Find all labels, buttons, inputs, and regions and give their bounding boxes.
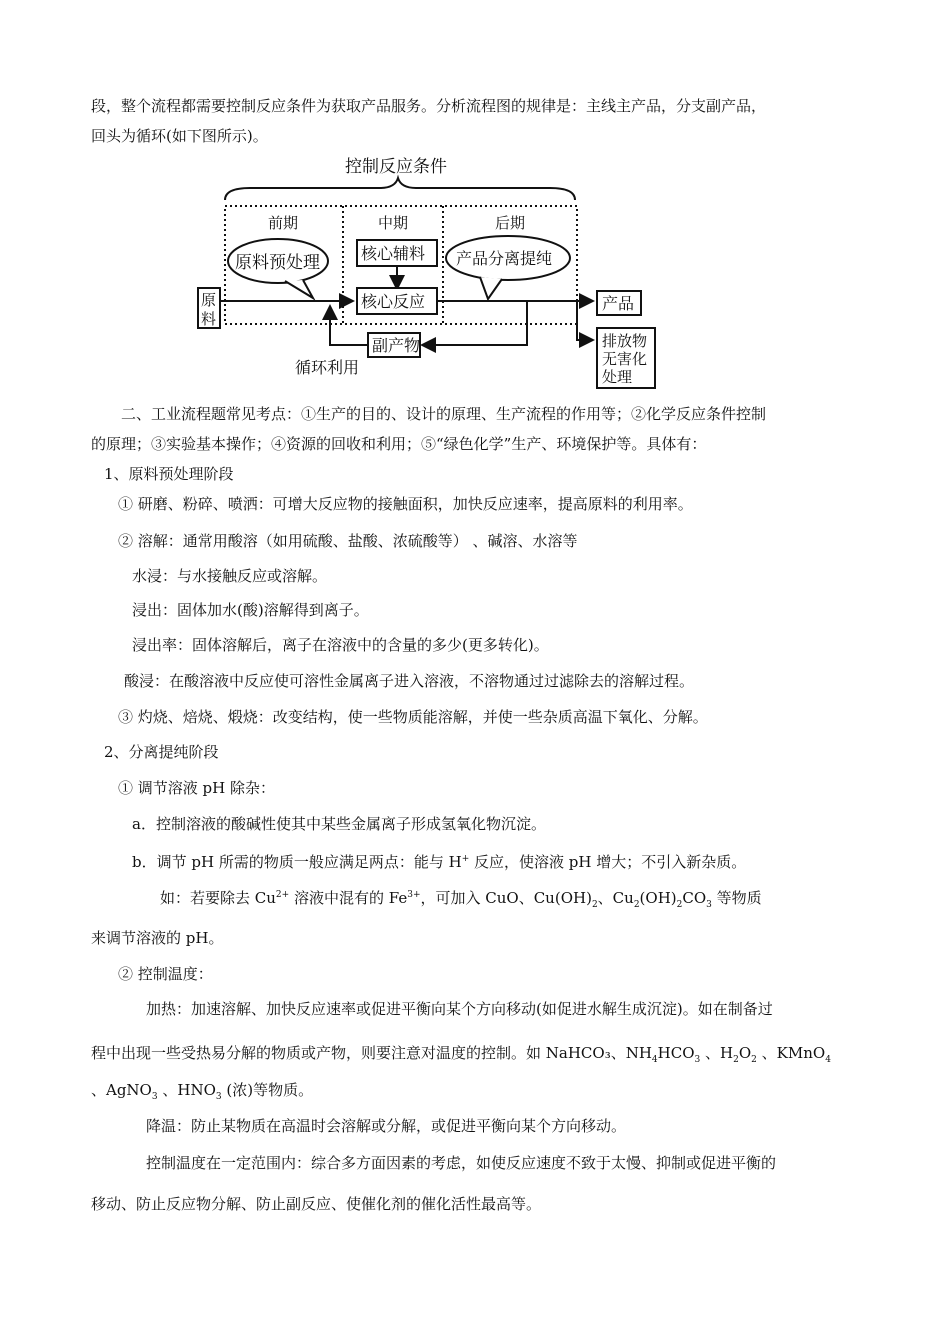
cu2-sub: 2 bbox=[633, 900, 640, 910]
heating-line-1: 加热：加速溶解、加快反应速率或促进平衡向某个方向移动(如促进水解生成沉淀)。如在制备过 bbox=[146, 1000, 773, 1018]
agno3-sub: 3 bbox=[151, 1092, 158, 1102]
intro-line-1: 段，整个流程都需要控制反应条件为获取产品服务。分析流程图的规律是：主线主产品，分支副产品， bbox=[91, 97, 767, 115]
example-text-3: ，可加入 CuO、Cu(OH) bbox=[420, 889, 592, 907]
core-reaction-label: 核心反应 bbox=[361, 292, 426, 311]
oh2-sub: 2 bbox=[676, 900, 683, 910]
heading-separation: 2、分离提纯阶段 bbox=[104, 743, 219, 761]
cu-charge: 2+ bbox=[275, 890, 290, 900]
heating-text-6: 、AgNO bbox=[91, 1081, 152, 1099]
item-ph-a: a．控制溶液的酸碱性使其中某些金属离子形成氢氧化物沉淀。 bbox=[132, 815, 546, 833]
example-text-7: 等物质 bbox=[711, 889, 762, 907]
o2-sub: 2 bbox=[751, 1055, 757, 1065]
fe-charge: 3+ bbox=[407, 890, 421, 900]
heating-text-4: O bbox=[738, 1044, 752, 1062]
item-ph-b-text-1: b．调节 pH 所需的物质一般应满足两点：能与 H bbox=[132, 853, 462, 871]
heating-text-5: 、KMnO bbox=[756, 1044, 826, 1062]
cooling-line: 降温：防止某物质在高温时会溶解或分解，或促进平衡向某个方向移动。 bbox=[146, 1117, 627, 1135]
example-line-2: 来调节溶液的 pH。 bbox=[91, 929, 224, 947]
byproduct-label: 副产物 bbox=[372, 336, 421, 355]
stage-late-label: 后期 bbox=[495, 214, 526, 232]
pretreatment-label: 原料预处理 bbox=[235, 253, 320, 273]
item-ph-b bbox=[132, 849, 746, 872]
example-text-2: 溶液中混有的 Fe bbox=[289, 889, 408, 907]
separation-label: 产品分离提纯 bbox=[456, 249, 553, 268]
process-flow-diagram bbox=[190, 148, 660, 393]
heating-text-1: 程中出现一些受热易分解的物质或产物，则要注意对温度的控制。如 NaHCO₃、NH bbox=[91, 1044, 652, 1062]
hno3-sub: 3 bbox=[215, 1092, 222, 1102]
co3-sub: 3 bbox=[706, 900, 712, 910]
heating-text-8: (浓)等物质。 bbox=[221, 1081, 314, 1099]
separation-pointer bbox=[480, 277, 502, 299]
example-line bbox=[160, 885, 762, 915]
waste-branch-line bbox=[577, 301, 593, 340]
core-aux-label: 核心辅料 bbox=[361, 244, 426, 263]
item-grinding: ① 研磨、粉碎、喷洒：可增大反应物的接触面积，加快反应速率，提高原料的利用率。 bbox=[118, 495, 693, 513]
example-text-4: 、Cu bbox=[597, 889, 634, 907]
cuoh-sub: 2 bbox=[591, 900, 598, 910]
range-line-1: 控制温度在一定范围内：综合多方面因素的考虑，如使反应速度不致于太慢、抑制或促进平衡的 bbox=[146, 1154, 777, 1172]
example-text-5: (OH) bbox=[639, 889, 677, 907]
item-ph-b-text-2: 反应，使溶液 pH 增大；不引入新杂质。 bbox=[469, 853, 747, 871]
heating-text-3: 、H bbox=[700, 1044, 734, 1062]
heating-text-2: HCO bbox=[657, 1044, 695, 1062]
item-dissolving: ② 溶解：通常用酸溶（如用硫酸、盐酸、浓硫酸等） 、碱溶、水溶等 bbox=[118, 532, 578, 550]
example-text-1: 如：若要除去 Cu bbox=[160, 889, 276, 907]
h-plus-charge: + bbox=[461, 854, 470, 864]
waste-label-2: 无害化 bbox=[602, 350, 648, 368]
example-text-6: CO bbox=[682, 889, 707, 907]
intro-line-2: 回头为循环(如下图所示)。 bbox=[91, 127, 268, 145]
hco3-sub: 3 bbox=[694, 1055, 701, 1065]
waste-label-1: 排放物 bbox=[602, 332, 648, 350]
kmno4-sub: 4 bbox=[825, 1055, 831, 1065]
item-acid-leach: 酸浸：在酸溶液中反应使可溶性金属离子进入溶液，不溶物通过过滤除去的溶解过程。 bbox=[124, 672, 695, 690]
brace bbox=[225, 178, 575, 200]
diagram-title: 控制反应条件 bbox=[345, 157, 447, 177]
pretreatment-pointer bbox=[285, 280, 313, 298]
heating-line-2 bbox=[91, 1043, 831, 1070]
nh4-sub: 4 bbox=[651, 1055, 658, 1065]
section2-line-1: 二、工业流程题常见考点：①生产的目的、设计的原理、生产流程的作用等；②化学反应条件控制 bbox=[121, 405, 767, 423]
waste-label-3: 处理 bbox=[602, 368, 633, 386]
item-leach-rate: 浸出率：固体溶解后，离子在溶液中的含量的多少(更多转化)。 bbox=[132, 636, 549, 654]
stage-mid-label: 中期 bbox=[378, 214, 409, 232]
item-temperature: ② 控制温度： bbox=[118, 965, 213, 983]
stage-early-label: 前期 bbox=[268, 214, 299, 232]
heating-line-3 bbox=[91, 1080, 313, 1107]
raw-material-label-1: 原 bbox=[201, 291, 217, 309]
item-leach-out: 浸出：固体加水(酸)溶解得到离子。 bbox=[132, 601, 369, 619]
range-line-2: 移动、防止反应物分解、防止副反应、使催化剂的催化活性最高等。 bbox=[91, 1195, 542, 1213]
h2-sub: 2 bbox=[733, 1055, 739, 1065]
item-adjust-ph: ① 调节溶液 pH 除杂： bbox=[118, 779, 275, 797]
section2-line-2: 的原理；③实验基本操作；④资源的回收和利用；⑤“绿色化学”生产、环境保护等。具体有： bbox=[91, 435, 707, 453]
product-label: 产品 bbox=[602, 294, 635, 313]
item-water-leach: 水浸：与水接触反应或溶解。 bbox=[132, 567, 328, 585]
heating-text-7: 、HNO bbox=[157, 1081, 216, 1099]
raw-material-label-2: 料 bbox=[201, 310, 217, 328]
heading-pretreatment: 1、原料预处理阶段 bbox=[104, 465, 234, 483]
recycle-label: 循环利用 bbox=[295, 358, 360, 377]
item-roasting: ③ 灼烧、焙烧、煅烧：改变结构，使一些物质能溶解，并使一些杂质高温下氧化、分解。 bbox=[118, 708, 708, 726]
